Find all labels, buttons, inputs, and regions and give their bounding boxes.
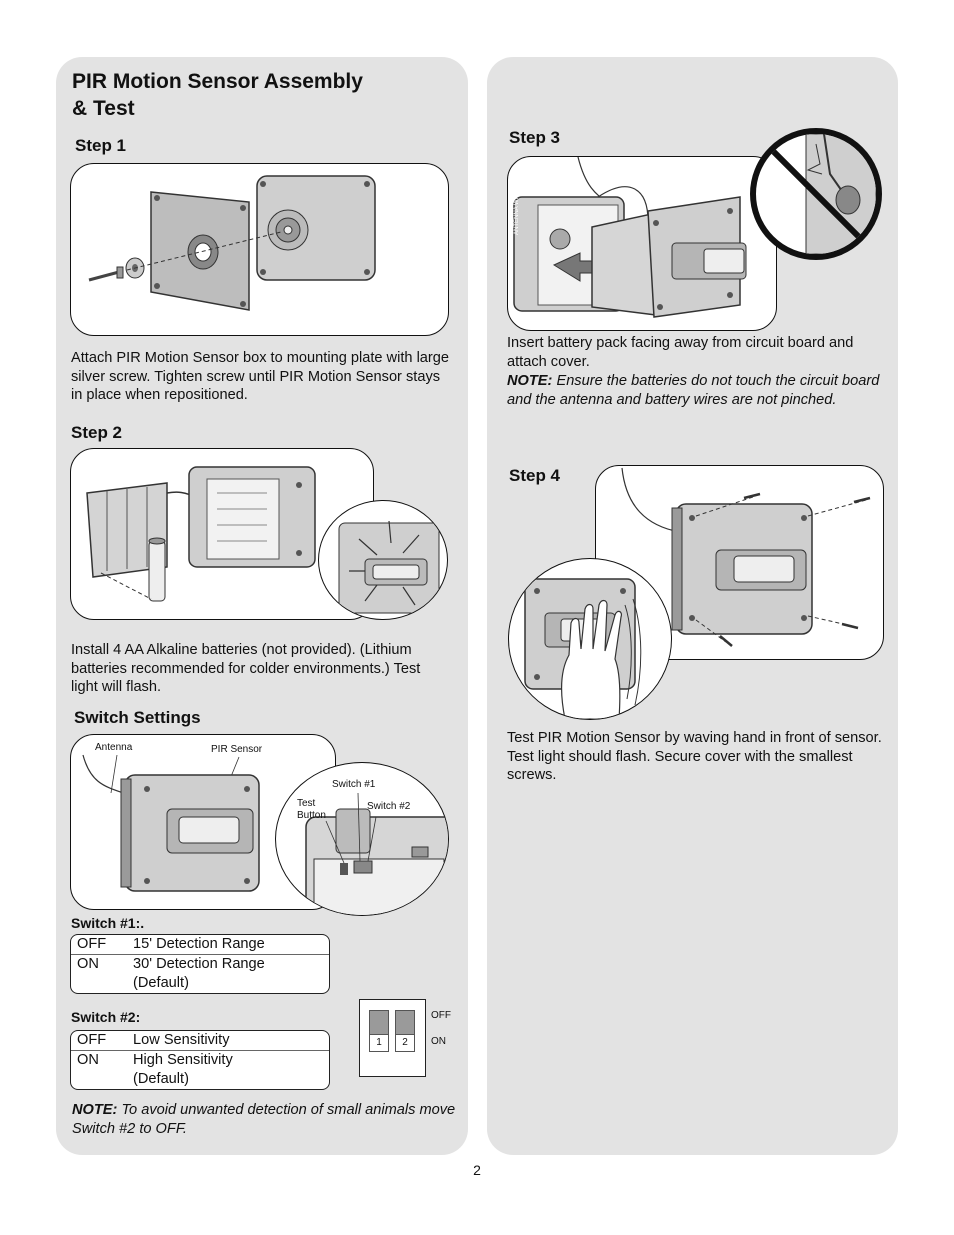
antenna-wire-label: ANTENNA WIRE (514, 189, 520, 235)
switch2-table (70, 1030, 330, 1090)
step1-heading: Step 1 (75, 136, 127, 155)
step2-text: Install 4 AA Alkaline batteries (not provided). (Lithium batteries recommended for colder environments.) Test light will flash. (71, 642, 421, 695)
step3-text: Insert battery pack facing away from circuit board and attach cover. (507, 335, 854, 370)
dip-switch-diagram (359, 999, 426, 1077)
switch1-title: Switch #1:. (71, 915, 145, 931)
test-light-zoom (318, 500, 448, 620)
step1-text: Attach PIR Motion Sensor box to mounting plate with large silver screw. Tighten screw until PIR Motion Sensor stays in place when repositioned. (71, 350, 450, 403)
step2-heading: Step 2 (71, 423, 123, 442)
switch1-table (70, 934, 330, 994)
dip-on-label: ON (431, 1036, 446, 1047)
dip-switch-2: 2 (395, 1010, 415, 1052)
table-row: OFF Low Sensitivity (77, 1032, 230, 1048)
test-button-label: Test Button (297, 798, 326, 821)
page-number: 2 (473, 1162, 481, 1178)
prohibited-pinched-wire-icon (750, 128, 882, 260)
switch2-title: Switch #2: (71, 1009, 141, 1025)
dip-off-label: OFF (431, 1010, 451, 1021)
table-row: ON 30' Detection Range (Default) (71, 954, 329, 993)
switch-note: NOTE: To avoid unwanted detection of small animals move Switch #2 to OFF. (72, 1102, 456, 1137)
antenna-label: Antenna (95, 742, 133, 753)
page-title: PIR Motion Sensor Assembly & Test (72, 70, 363, 120)
step4-text: Test PIR Motion Sensor by waving hand in front of sensor. Test light should flash. Secure cover with the smallest screws. (507, 730, 882, 783)
switch-zoom-circle (275, 762, 449, 916)
step4-heading: Step 4 (509, 466, 561, 485)
switch-settings-heading: Switch Settings (74, 708, 201, 727)
hand-wave-test-circle (508, 558, 672, 720)
pir-sensor-label: PIR Sensor (211, 744, 263, 755)
step1-illustration (70, 163, 449, 336)
dip-switch-1: 1 (369, 1010, 389, 1052)
switch2-label: Switch #2 (367, 801, 411, 812)
step3-heading: Step 3 (509, 128, 561, 147)
table-row: OFF 15' Detection Range (77, 936, 265, 952)
switch1-label: Switch #1 (332, 779, 376, 790)
step3-note: NOTE: Ensure the batteries do not touch the circuit board and the antenna and battery wires are not pinched. (507, 373, 880, 408)
step3-illustration (507, 156, 777, 331)
table-row: ON High Sensitivity (Default) (71, 1050, 329, 1089)
